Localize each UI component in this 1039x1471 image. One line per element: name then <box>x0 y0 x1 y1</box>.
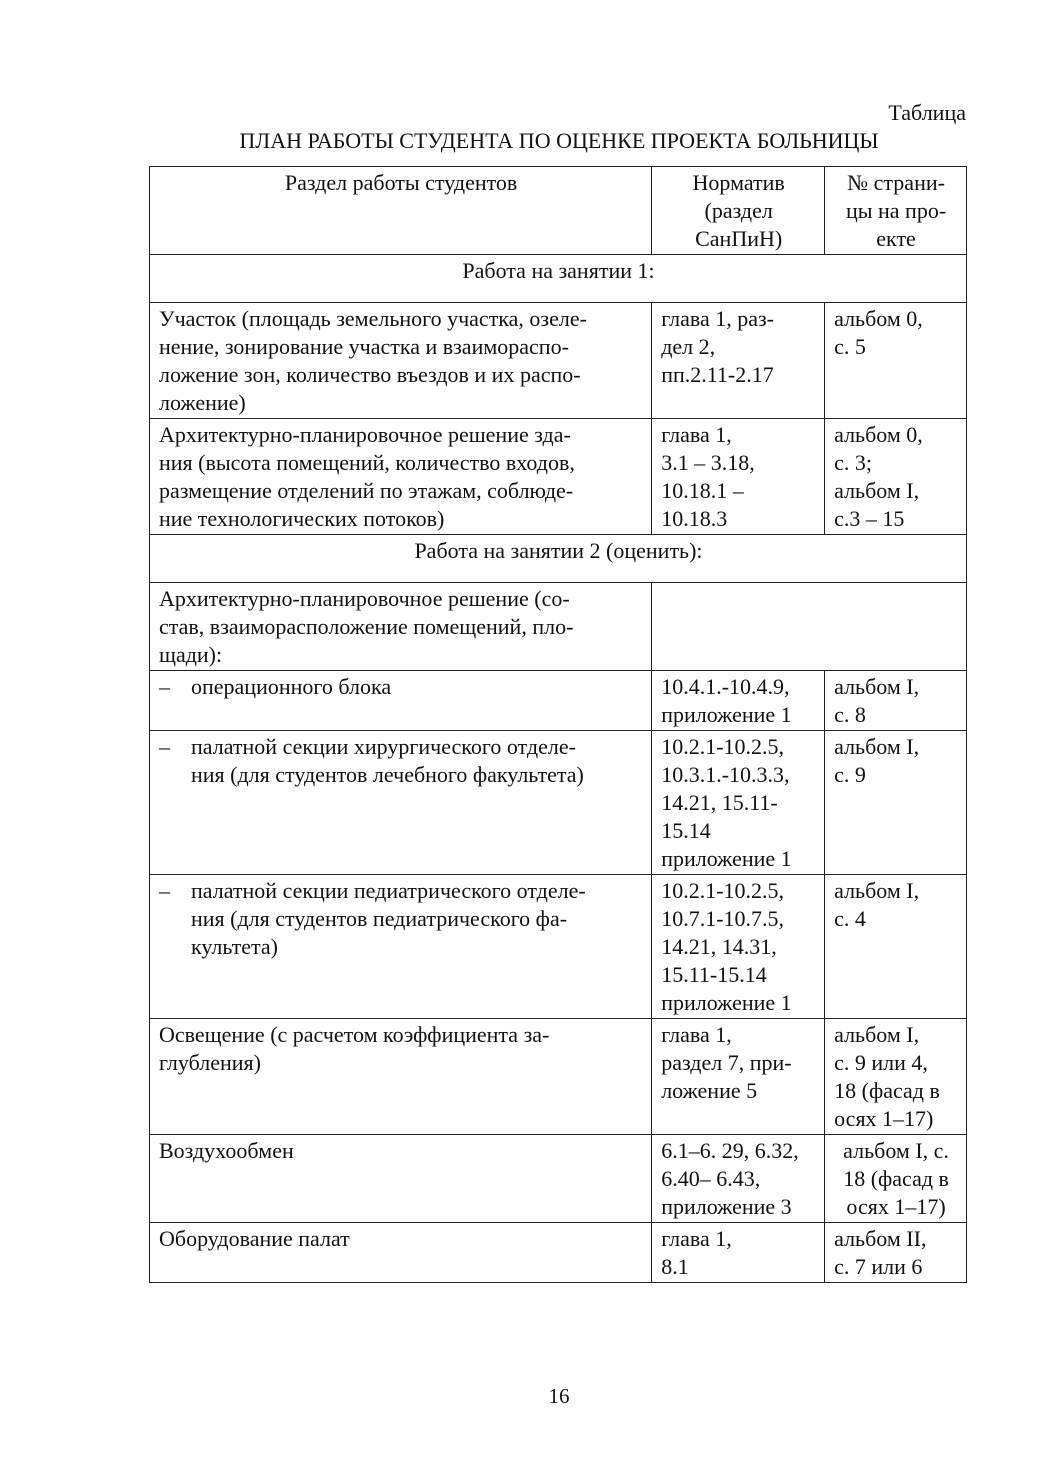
header-norm-line: СанПиН) <box>695 226 783 251</box>
cell-line: ния (высота помещений, количество входов, <box>159 450 575 475</box>
header-page-line: цы на про- <box>845 198 947 223</box>
cell-line: глава 1, <box>661 1226 732 1251</box>
cell-line: 10.7.1-10.7.5, <box>661 906 785 931</box>
cell-line: приложение 3 <box>661 1194 792 1219</box>
section-cell <box>150 671 652 731</box>
cell-line: альбом I, <box>834 478 920 503</box>
cell-line: 6.40– 6.43, <box>661 1166 761 1191</box>
norm-cell <box>652 303 825 419</box>
cell-line: раздел 7, при- <box>661 1050 792 1075</box>
cell-line: 10.18.3 <box>661 506 728 531</box>
norm-cell <box>652 1135 825 1223</box>
empty-cell <box>652 583 967 671</box>
session-row <box>150 255 967 303</box>
document-title: ПЛАН РАБОТЫ СТУДЕНТА ПО ОЦЕНКЕ ПРОЕКТА БОЛЬНИЦЫ <box>239 128 879 153</box>
cell-line: Архитектурно-планировочное решение (со- <box>159 586 570 611</box>
cell-line: 6.1–6. 29, 6.32, <box>661 1138 799 1163</box>
cell-line: с. 7 или 6 <box>834 1254 923 1279</box>
cell-line: альбом I, с. <box>843 1138 949 1163</box>
cell-line: 10.2.1-10.2.5, <box>661 878 785 903</box>
table-row <box>150 583 967 671</box>
cell-line: 10.2.1-10.2.5, <box>661 734 785 759</box>
cell-line: 14.21, 15.11- <box>661 790 778 815</box>
cell-line: ложение 5 <box>661 1078 758 1103</box>
cell-line: 14.21, 14.31, <box>661 934 777 959</box>
cell-line: Оборудование палат <box>159 1226 350 1251</box>
dash-item-text <box>191 877 586 961</box>
cell-line: альбом II, <box>834 1226 927 1251</box>
cell-line: альбом I, <box>834 674 920 699</box>
page-cell <box>825 1135 967 1223</box>
cell-line: приложение 1 <box>661 990 792 1015</box>
norm-cell <box>652 731 825 875</box>
cell-line: с. 5 <box>834 334 866 359</box>
cell-line: 10.3.1.-10.3.3, <box>661 762 790 787</box>
cell-line: с. 3; <box>834 450 873 475</box>
cell-line: палатной секции хирургического отделе- <box>191 734 576 759</box>
section-cell <box>150 1135 652 1223</box>
cell-line: культета) <box>191 934 278 959</box>
dash-list-item <box>159 673 643 701</box>
cell-line: ния (для студентов педиатрического фа- <box>191 906 568 931</box>
cell-line: щади): <box>159 642 223 667</box>
cell-line: дел 2, <box>661 334 716 359</box>
page-cell <box>825 303 967 419</box>
dash-item-text <box>191 673 391 701</box>
cell-line: нение, зонирование участка и взаимораспо- <box>159 334 569 359</box>
session-1-heading: Работа на занятии 1: <box>150 255 967 303</box>
table-row <box>150 671 967 731</box>
cell-line: пп.2.11-2.17 <box>661 362 774 387</box>
cell-line: альбом I, <box>834 1022 920 1047</box>
work-plan-table <box>149 166 967 1283</box>
cell-line: 18 (фасад в <box>843 1166 949 1191</box>
section-cell <box>150 875 652 1019</box>
page-cell <box>825 671 967 731</box>
cell-line: с. 8 <box>834 702 866 727</box>
table-row <box>150 731 967 875</box>
cell-line: ние технологических потоков) <box>159 506 445 531</box>
section-cell <box>150 1019 652 1135</box>
cell-line: 10.4.1.-10.4.9, <box>661 674 790 699</box>
cell-line: ния (для студентов лечебного факультета) <box>191 762 584 787</box>
table-row <box>150 419 967 535</box>
dash-item-text <box>191 733 584 789</box>
cell-line: осях 1–17) <box>834 1106 934 1131</box>
header-section: Раздел работы студентов <box>150 167 652 255</box>
cell-line: Участок (площадь земельного участка, озеле- <box>159 306 587 331</box>
cell-line: размещение отделений по этажам, соблюде- <box>159 478 574 503</box>
cell-line: с. 4 <box>834 906 866 931</box>
cell-line: глава 1, раз- <box>661 306 774 331</box>
page-cell <box>825 1019 967 1135</box>
cell-line: 18 (фасад в <box>834 1078 940 1103</box>
cell-line: с.3 – 15 <box>834 506 905 531</box>
header-page <box>825 167 967 255</box>
header-norm-line: (раздел <box>704 198 773 223</box>
cell-line: приложение 1 <box>661 846 792 871</box>
cell-line: осях 1–17) <box>846 1194 946 1219</box>
norm-cell <box>652 875 825 1019</box>
table-row <box>150 875 967 1019</box>
header-norm <box>652 167 825 255</box>
cell-line: с. 9 или 4, <box>834 1050 928 1075</box>
cell-line: став, взаиморасположение помещений, пло- <box>159 614 574 639</box>
dash-list-item <box>159 877 643 961</box>
cell-line: ложение) <box>159 390 246 415</box>
header-page-line: екте <box>876 226 916 251</box>
section-cell <box>150 583 652 671</box>
table-row <box>150 1019 967 1135</box>
header-norm-line: Норматив <box>692 170 785 195</box>
cell-line: глава 1, <box>661 1022 732 1047</box>
cell-line: операционного блока <box>191 674 392 699</box>
cell-line: альбом 0, <box>834 306 923 331</box>
page-cell <box>825 419 967 535</box>
page-cell <box>825 731 967 875</box>
page-cell <box>825 1223 967 1283</box>
norm-cell <box>652 671 825 731</box>
dash-marker: – <box>159 734 170 759</box>
dash-marker: – <box>159 674 170 699</box>
header-page-line: № страни- <box>847 170 945 195</box>
cell-line: приложение 1 <box>661 702 792 727</box>
session-2-heading: Работа на занятии 2 (оценить): <box>150 535 967 583</box>
cell-line: альбом 0, <box>834 422 923 447</box>
cell-line: палатной секции педиатрического отделе- <box>191 878 586 903</box>
page-number: 16 <box>548 1384 570 1408</box>
cell-line: Освещение (с расчетом коэффициента за- <box>159 1022 550 1047</box>
table-header-row <box>150 167 967 255</box>
section-cell <box>150 419 652 535</box>
section-cell <box>150 303 652 419</box>
cell-line: Воздухообмен <box>159 1138 294 1163</box>
cell-line: 3.1 – 3.18, <box>661 450 755 475</box>
cell-line: глава 1, <box>661 422 732 447</box>
norm-cell <box>652 419 825 535</box>
dash-marker: – <box>159 878 170 903</box>
cell-line: 10.18.1 – <box>661 478 744 503</box>
table-row <box>150 1223 967 1283</box>
table-row <box>150 303 967 419</box>
section-cell <box>150 731 652 875</box>
norm-cell <box>652 1019 825 1135</box>
cell-line: альбом I, <box>834 734 920 759</box>
cell-line: альбом I, <box>834 878 920 903</box>
norm-cell <box>652 1223 825 1283</box>
table-row <box>150 1135 967 1223</box>
cell-line: Архитектурно-планировочное решение зда- <box>159 422 571 447</box>
cell-line: 15.14 <box>661 818 711 843</box>
page-cell <box>825 875 967 1019</box>
session-row <box>150 535 967 583</box>
cell-line: 15.11-15.14 <box>661 962 767 987</box>
cell-line: глубления) <box>159 1050 261 1075</box>
cell-line: ложение зон, количество въездов и их распо- <box>159 362 581 387</box>
table-label: Таблица <box>888 100 966 125</box>
cell-line: с. 9 <box>834 762 866 787</box>
cell-line: 8.1 <box>661 1254 689 1279</box>
section-cell <box>150 1223 652 1283</box>
dash-list-item <box>159 733 643 789</box>
